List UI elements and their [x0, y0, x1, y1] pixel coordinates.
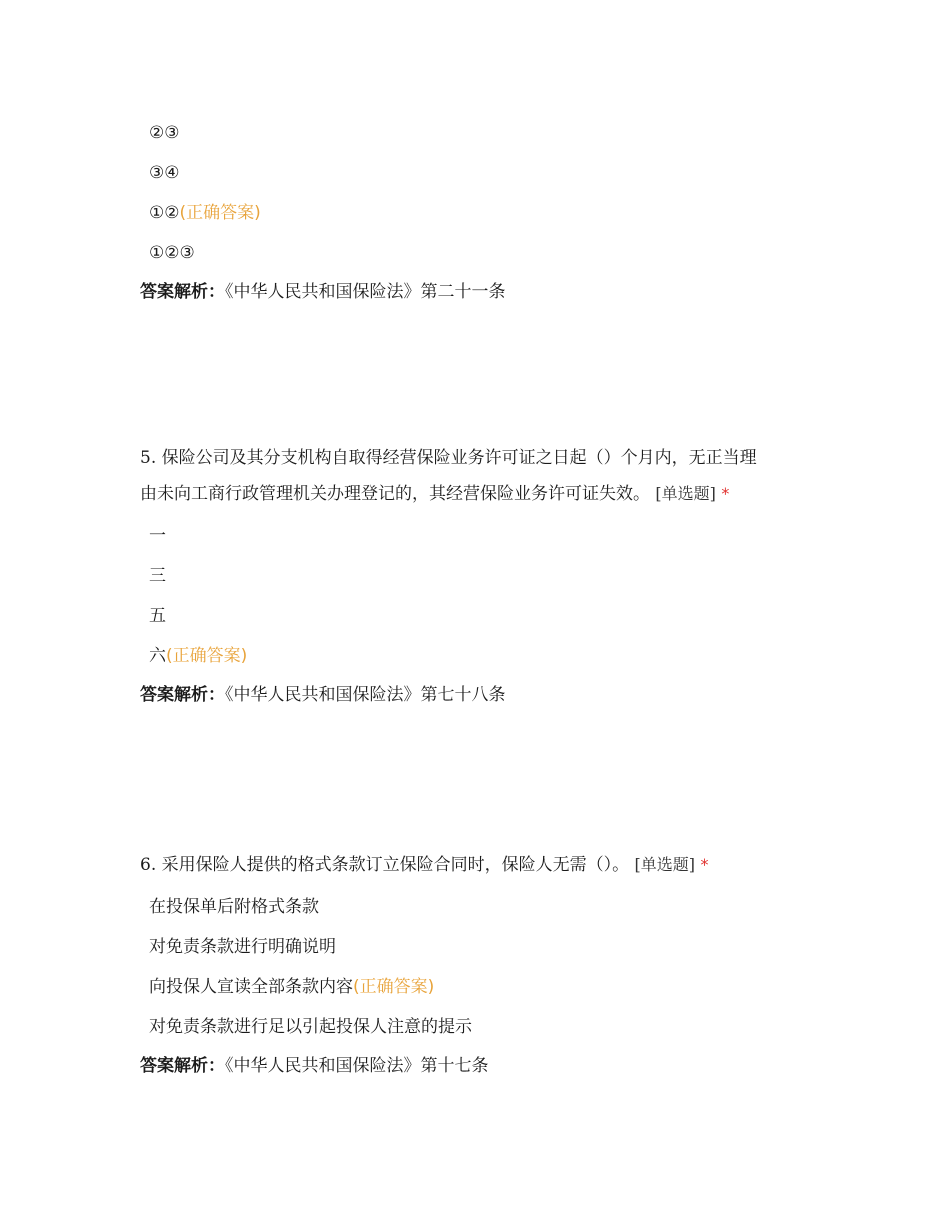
- correct-answer-mark: (正确答案): [353, 977, 435, 997]
- question-type: [单选题]: [655, 484, 716, 503]
- option: 在投保单后附格式条款: [149, 897, 319, 917]
- option: 对免责条款进行明确说明: [149, 937, 336, 957]
- analysis-text: 《中华人民共和国保险法》第十七条: [225, 1056, 489, 1076]
- option-correct: 六(正确答案): [149, 646, 248, 666]
- option: 对免责条款进行足以引起投保人注意的提示: [149, 1017, 472, 1037]
- answer-analysis: [140, 273, 830, 311]
- option: ①②③: [149, 243, 195, 263]
- analysis-label: 答案解析：: [140, 685, 225, 705]
- option: ②③: [149, 123, 180, 143]
- correct-answer-mark: (正确答案): [179, 203, 261, 223]
- analysis-text: 《中华人民共和国保险法》第七十八条: [225, 685, 506, 705]
- answer-analysis: [140, 676, 830, 714]
- required-mark: *: [700, 855, 709, 874]
- analysis-label: 答案解析：: [140, 282, 225, 302]
- option: 三: [149, 566, 166, 586]
- question-type: [单选题]: [634, 855, 696, 874]
- option: 五: [149, 606, 166, 626]
- question-number: 6.: [140, 855, 157, 875]
- question-title: 5. 保险公司及其分支机构自取得经营保险业务许可证之日起（）个月内，无正当理 由未向工商行政管理机关办理登记的，其经营保险业务许可证失效。 [单选题] *: [140, 448, 757, 504]
- option: 一: [149, 526, 166, 546]
- option-correct: ①②(正确答案): [149, 203, 261, 223]
- required-mark: *: [721, 484, 730, 503]
- option-correct: 向投保人宣读全部条款内容(正确答案): [149, 977, 435, 997]
- question-6: [140, 847, 830, 1085]
- answer-analysis: [140, 1047, 830, 1085]
- question-5: [140, 440, 830, 714]
- question-title: 6. 采用保险人提供的格式条款订立保险合同时，保险人无需（）。 [单选题] *: [140, 855, 709, 875]
- analysis-label: 答案解析：: [140, 1056, 225, 1076]
- question-4: [140, 113, 830, 311]
- correct-answer-mark: (正确答案): [166, 646, 248, 666]
- analysis-text: 《中华人民共和国保险法》第二十一条: [225, 282, 506, 302]
- option: ③④: [149, 163, 180, 183]
- question-number: 5.: [140, 448, 157, 468]
